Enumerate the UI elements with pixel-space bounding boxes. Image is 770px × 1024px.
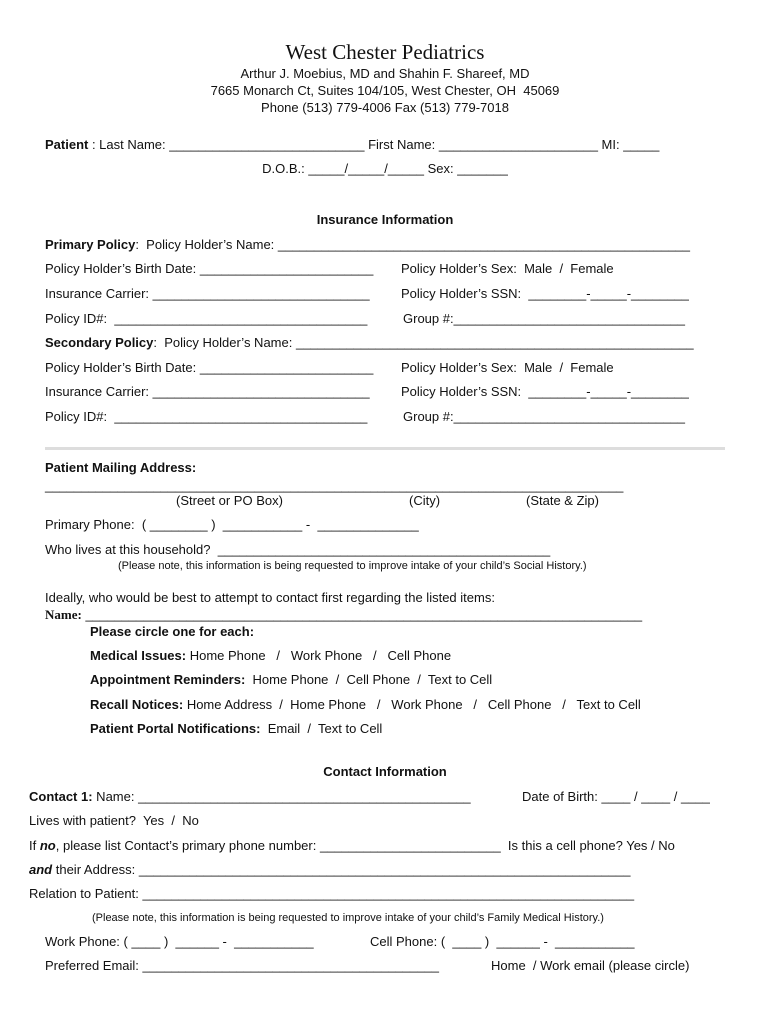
- contact1-dob-field[interactable]: Date of Birth: ____ / ____ / ____: [522, 789, 710, 804]
- recall-notices-label: Recall Notices:: [90, 697, 184, 712]
- primary-policy-row: [45, 237, 690, 253]
- primary-ssn-field[interactable]: Policy Holder’s SSN: ________-_____-________: [401, 286, 689, 301]
- circle-instruction: Please circle one for each:: [90, 624, 255, 639]
- portal-notifications-label: Patient Portal Notifications:: [90, 721, 261, 736]
- relation-field[interactable]: Relation to Patient: ____________________________________________________________________: [29, 886, 635, 901]
- appointment-reminders-label: Appointment Reminders:: [90, 672, 246, 687]
- contact-address-field[interactable]: their Address: ____________________________________________________________________: [52, 862, 631, 877]
- contact1-name-field[interactable]: Name: ______________________________________________: [92, 789, 471, 804]
- secondary-ssn-field[interactable]: Policy Holder’s SSN: ________-_____-________: [401, 384, 689, 399]
- contact1-label: Contact 1:: [29, 789, 93, 804]
- contact-phone-row[interactable]: [29, 838, 675, 854]
- contact-name-row: [45, 607, 642, 623]
- household-field[interactable]: Who lives at this household? ______________________________________________: [45, 542, 551, 557]
- email-type-choice[interactable]: Home / Work email (please circle): [491, 958, 690, 973]
- recall-notices-options[interactable]: Home Address / Home Phone / Work Phone / Cell Phone / Text to Cell: [183, 697, 641, 712]
- address-line: 7665 Monarch Ct, Suites 104/105, West Chester, OH 45069: [210, 83, 560, 98]
- secondary-group-field[interactable]: Group #:________________________________: [403, 409, 685, 424]
- social-history-note: (Please note, this information is being requested to improve intake of your child’s Social History.): [118, 560, 587, 572]
- state-zip-label: (State & Zip): [526, 493, 599, 508]
- contact-name-field[interactable]: _____________________________________________________________________________: [81, 607, 643, 622]
- medical-issues-options[interactable]: Home Phone / Work Phone / Cell Phone: [186, 648, 452, 663]
- medical-issues-row: [90, 648, 451, 664]
- recall-notices-row: [90, 697, 641, 713]
- secondary-policy-label: Secondary Policy: [45, 335, 154, 350]
- section-divider: [45, 447, 725, 450]
- primary-group-field[interactable]: Group #:________________________________: [403, 311, 685, 326]
- portal-notifications-row: [90, 721, 382, 737]
- patient-dob-row[interactable]: D.O.B.: _____/_____/_____ Sex: _______: [262, 161, 508, 176]
- primary-policy-label: Primary Policy: [45, 237, 136, 252]
- contact-address-row[interactable]: [29, 862, 630, 878]
- secondary-policy-row: [45, 335, 694, 351]
- city-label: (City): [409, 493, 441, 508]
- appointment-reminders-options[interactable]: Home Phone / Cell Phone / Text to Cell: [245, 672, 493, 687]
- contact-name-label: Name:: [45, 607, 82, 622]
- work-phone-field[interactable]: Work Phone: ( ____ ) ______ - ___________: [45, 934, 314, 949]
- primary-birth-date-field[interactable]: Policy Holder’s Birth Date: ________________________: [45, 261, 374, 276]
- patient-name-fields[interactable]: : Last Name: ___________________________ First Name: ______________________ MI: _____: [88, 137, 660, 152]
- cell-phone-field[interactable]: Cell Phone: ( ____ ) ______ - ___________: [370, 934, 635, 949]
- patient-name-row: [45, 137, 659, 153]
- secondary-holder-name-field[interactable]: : Policy Holder’s Name: _______________________________________________________: [153, 335, 694, 350]
- secondary-policy-id-field[interactable]: Policy ID#: ___________________________________: [45, 409, 368, 424]
- primary-holder-name-field[interactable]: : Policy Holder’s Name: _________________________________________________________: [135, 237, 691, 252]
- mailing-heading: Patient Mailing Address:: [45, 460, 197, 475]
- appointment-reminders-row: [90, 672, 492, 688]
- contact-info-heading: Contact Information: [323, 764, 447, 779]
- medical-issues-label: Medical Issues:: [90, 648, 187, 663]
- primary-carrier-field[interactable]: Insurance Carrier: ______________________________: [45, 286, 370, 301]
- contact-phone-field[interactable]: , please list Contact’s primary phone number: _________________________ Is this a cell phone? Yes / No: [55, 838, 675, 853]
- primary-policy-id-field[interactable]: Policy ID#: ___________________________________: [45, 311, 368, 326]
- contact-question: Ideally, who would be best to attempt to contact first regarding the listed items:: [45, 590, 495, 605]
- doctors-line: Arthur J. Moebius, MD and Shahin F. Shareef, MD: [240, 66, 530, 81]
- and-emphasis: and: [29, 862, 53, 877]
- patient-label: Patient: [45, 137, 89, 152]
- if-text: If: [29, 838, 40, 853]
- portal-notifications-options[interactable]: Email / Text to Cell: [260, 721, 383, 736]
- phone-line: Phone (513) 779-4006 Fax (513) 779-7018: [261, 100, 509, 115]
- primary-sex-field[interactable]: Policy Holder’s Sex: Male / Female: [401, 261, 614, 276]
- family-history-note: (Please note, this information is being requested to improve intake of your child’s Family Medical History.): [92, 912, 604, 924]
- contact1-row: [29, 789, 471, 805]
- lives-with-patient-field[interactable]: Lives with patient? Yes / No: [29, 813, 199, 828]
- page-title: West Chester Pediatrics: [285, 40, 485, 64]
- primary-phone-field[interactable]: Primary Phone: ( ________ ) ___________ - ______________: [45, 517, 419, 532]
- secondary-carrier-field[interactable]: Insurance Carrier: ______________________________: [45, 384, 370, 399]
- preferred-email-field[interactable]: Preferred Email: _________________________________________: [45, 958, 439, 973]
- secondary-sex-field[interactable]: Policy Holder’s Sex: Male / Female: [401, 360, 614, 375]
- mailing-address-field[interactable]: ________________________________________________________________________________: [45, 478, 624, 493]
- street-label: (Street or PO Box): [176, 493, 283, 508]
- no-emphasis: no: [39, 838, 56, 853]
- insurance-heading: Insurance Information: [316, 212, 454, 227]
- secondary-birth-date-field[interactable]: Policy Holder’s Birth Date: ________________________: [45, 360, 374, 375]
